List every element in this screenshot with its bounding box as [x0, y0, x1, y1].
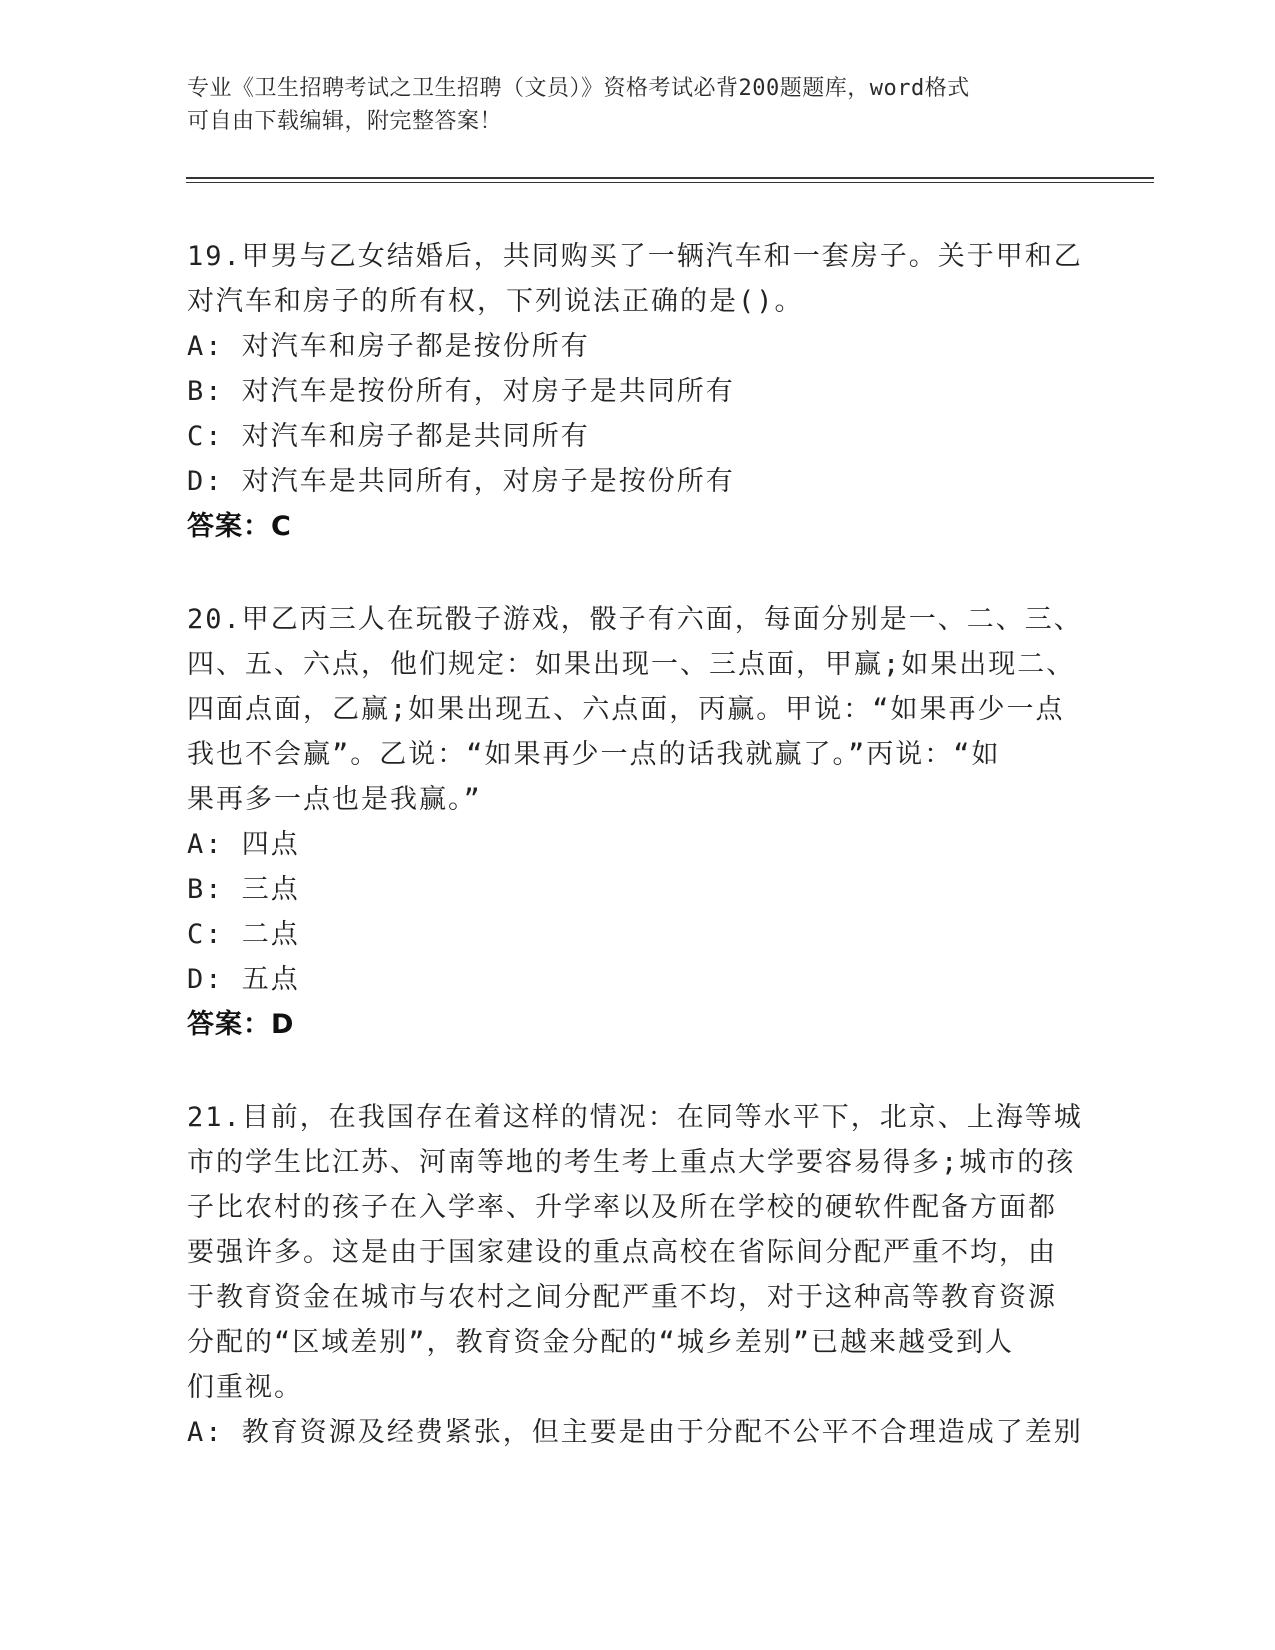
- header-divider-thick: [186, 177, 1154, 179]
- question-list: [187, 234, 1087, 1503]
- option-b: B: 对汽车是按份所有，对房子是共同所有: [187, 376, 735, 407]
- stem-line: 分配的“区域差别”，教育资金分配的“城乡差别”已越来越受到人: [187, 1327, 1015, 1358]
- stem-line: 市的学生比江苏、河南等地的考生考上重点大学要容易得多;城市的孩: [187, 1147, 1076, 1178]
- stem-line: 19.甲男与乙女结婚后，共同购买了一辆汽车和一套房子。关于甲和乙: [187, 241, 1083, 272]
- option-d: D: 五点: [187, 964, 300, 995]
- header-line-1: 专业《卫生招聘考试之卫生招聘（文员）》资格考试必背200题题库，word格式: [187, 76, 970, 101]
- option-d: D: 对汽车是共同所有，对房子是按份所有: [187, 466, 735, 497]
- stem-line: 21.目前，在我国存在着这样的情况：在同等水平下，北京、上海等城: [187, 1102, 1083, 1133]
- stem-line: 们重视。: [187, 1372, 303, 1403]
- stem-line: 20.甲乙丙三人在玩骰子游戏，骰子有六面，每面分别是一、二、三、: [187, 604, 1083, 635]
- header-divider-thin: [186, 182, 1154, 183]
- stem-line: 于教育资金在城市与农村之间分配严重不均，对于这种高等教育资源: [187, 1282, 1057, 1313]
- answer-line: 答案：C: [187, 511, 292, 542]
- question-19: [187, 234, 1087, 549]
- question-stem: [187, 234, 1087, 324]
- stem-line: 子比农村的孩子在入学率、升学率以及所在学校的硬软件配备方面都: [187, 1192, 1057, 1223]
- question-20: [187, 597, 1087, 1047]
- stem-line: 四面点面，乙赢;如果出现五、六点面，丙赢。甲说：“如果再少一点: [187, 694, 1065, 725]
- stem-line: 对汽车和房子的所有权，下列说法正确的是()。: [187, 286, 804, 317]
- question-stem: [187, 1095, 1087, 1410]
- question-21: [187, 1095, 1087, 1455]
- stem-line: 果再多一点也是我赢。”: [187, 784, 482, 815]
- option-a: A: 对汽车和房子都是按份所有: [187, 331, 590, 362]
- document-header: [187, 72, 1067, 138]
- option-b: B: 三点: [187, 874, 300, 905]
- stem-line: 我也不会赢”。乙说：“如果再少一点的话我就赢了。”丙说：“如: [187, 739, 1001, 770]
- header-line-2: 可自由下载编辑，附完整答案！: [187, 109, 503, 134]
- option-a: A: 教育资源及经费紧张，但主要是由于分配不公平不合理造成了差别: [187, 1417, 1083, 1448]
- stem-line: 四、五、六点，他们规定：如果出现一、三点面，甲赢;如果出现二、: [187, 649, 1076, 680]
- option-c: C: 二点: [187, 919, 300, 950]
- stem-line: 要强许多。这是由于国家建设的重点高校在省际间分配严重不均，由: [187, 1237, 1057, 1268]
- answer-line: 答案：D: [187, 1009, 295, 1040]
- option-c: C: 对汽车和房子都是共同所有: [187, 421, 590, 452]
- question-stem: [187, 597, 1087, 822]
- option-a: A: 四点: [187, 829, 300, 860]
